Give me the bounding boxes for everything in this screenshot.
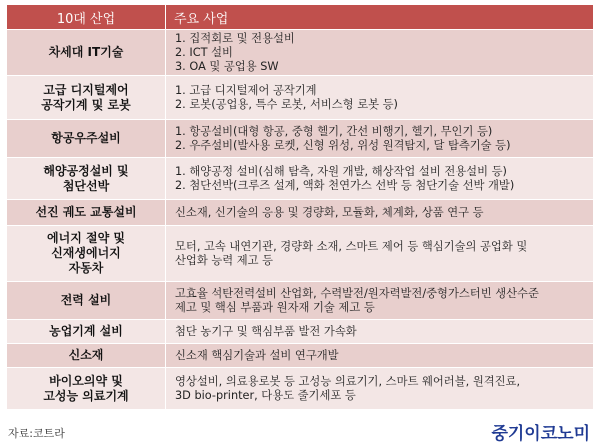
business-cell: 첨단 농기구 및 핵심부품 발전 가속화 [166, 320, 594, 344]
business-cell: 신소재 핵심기술과 설비 연구개발 [166, 344, 594, 368]
industry-cell: 전력 설비 [7, 282, 166, 320]
table-row [7, 76, 594, 120]
header-main-business: 주요 사업 [166, 5, 594, 30]
industry-cell: 신소재 [7, 344, 166, 368]
header-industry: 10대 산업 [7, 5, 166, 30]
industry-cell: 에너지 절약 및 신재생에너지 자동차 [7, 226, 166, 282]
industry-cell: 바이오의약 및 고성능 의료기계 [7, 368, 166, 410]
table-row [7, 344, 594, 368]
business-cell: 신소재, 신기술의 응용 및 경량화, 모듈화, 체계화, 상품 연구 등 [166, 200, 594, 226]
business-cell: 1. 고급 디지털제어 공작기계 2. 로봇(공업용, 특수 로봇, 서비스형 로봇 등) [166, 76, 594, 120]
publisher-logo: 중기이코노미 [491, 424, 590, 444]
table-row [7, 120, 594, 158]
business-cell: 1. 집적회로 및 전용설비 2. ICT 설비 3. OA 및 공업용 SW [166, 30, 594, 76]
industry-cell: 차세대 IT기술 [7, 30, 166, 76]
table-row [7, 30, 594, 76]
source-note: 자료:코트라 [8, 427, 65, 440]
industry-cell: 항공우주설비 [7, 120, 166, 158]
table-row [7, 320, 594, 344]
industry-cell: 고급 디지털제어 공작기계 및 로봇 [7, 76, 166, 120]
business-cell: 모터, 고속 내연기관, 경량화 소재, 스마트 제어 등 핵심기술의 공업화 및 산업화 능력 제고 등 [166, 226, 594, 282]
industry-cell: 선진 궤도 교통설비 [7, 200, 166, 226]
table-row [7, 158, 594, 200]
industry-cell: 농업기계 설비 [7, 320, 166, 344]
business-cell: 고효율 석탄전력설비 산업화, 수력발전/원자력발전/중형가스터빈 생산수준 제고 및 핵심 부품과 원자재 기술 제고 등 [166, 282, 594, 320]
industry-cell: 해양공정설비 및 첨단선박 [7, 158, 166, 200]
table-row [7, 368, 594, 410]
table-row [7, 200, 594, 226]
business-cell: 1. 해양공정 설비(심해 탐측, 자원 개발, 해상작업 설비 전용설비 등) 2. 첨단선박(크루즈 설계, 액화 천연가스 선박 등 첨단기술 선박 개발) [166, 158, 594, 200]
industry-table [6, 4, 594, 410]
business-cell: 1. 항공설비(대형 항공, 중형 헬기, 간선 비행기, 헬기, 무인기 등) 2. 우주설비(발사용 로켓, 신형 위성, 위성 원격탐지, 달 탐측기술 등) [166, 120, 594, 158]
table-row [7, 282, 594, 320]
table-row [7, 226, 594, 282]
table-container [6, 4, 594, 410]
business-cell: 영상설비, 의료용로봇 등 고성능 의료기기, 스마트 웨어러블, 원격진료, 3D bio-printer, 다용도 줄기세포 등 [166, 368, 594, 410]
table-header-row [7, 5, 594, 30]
